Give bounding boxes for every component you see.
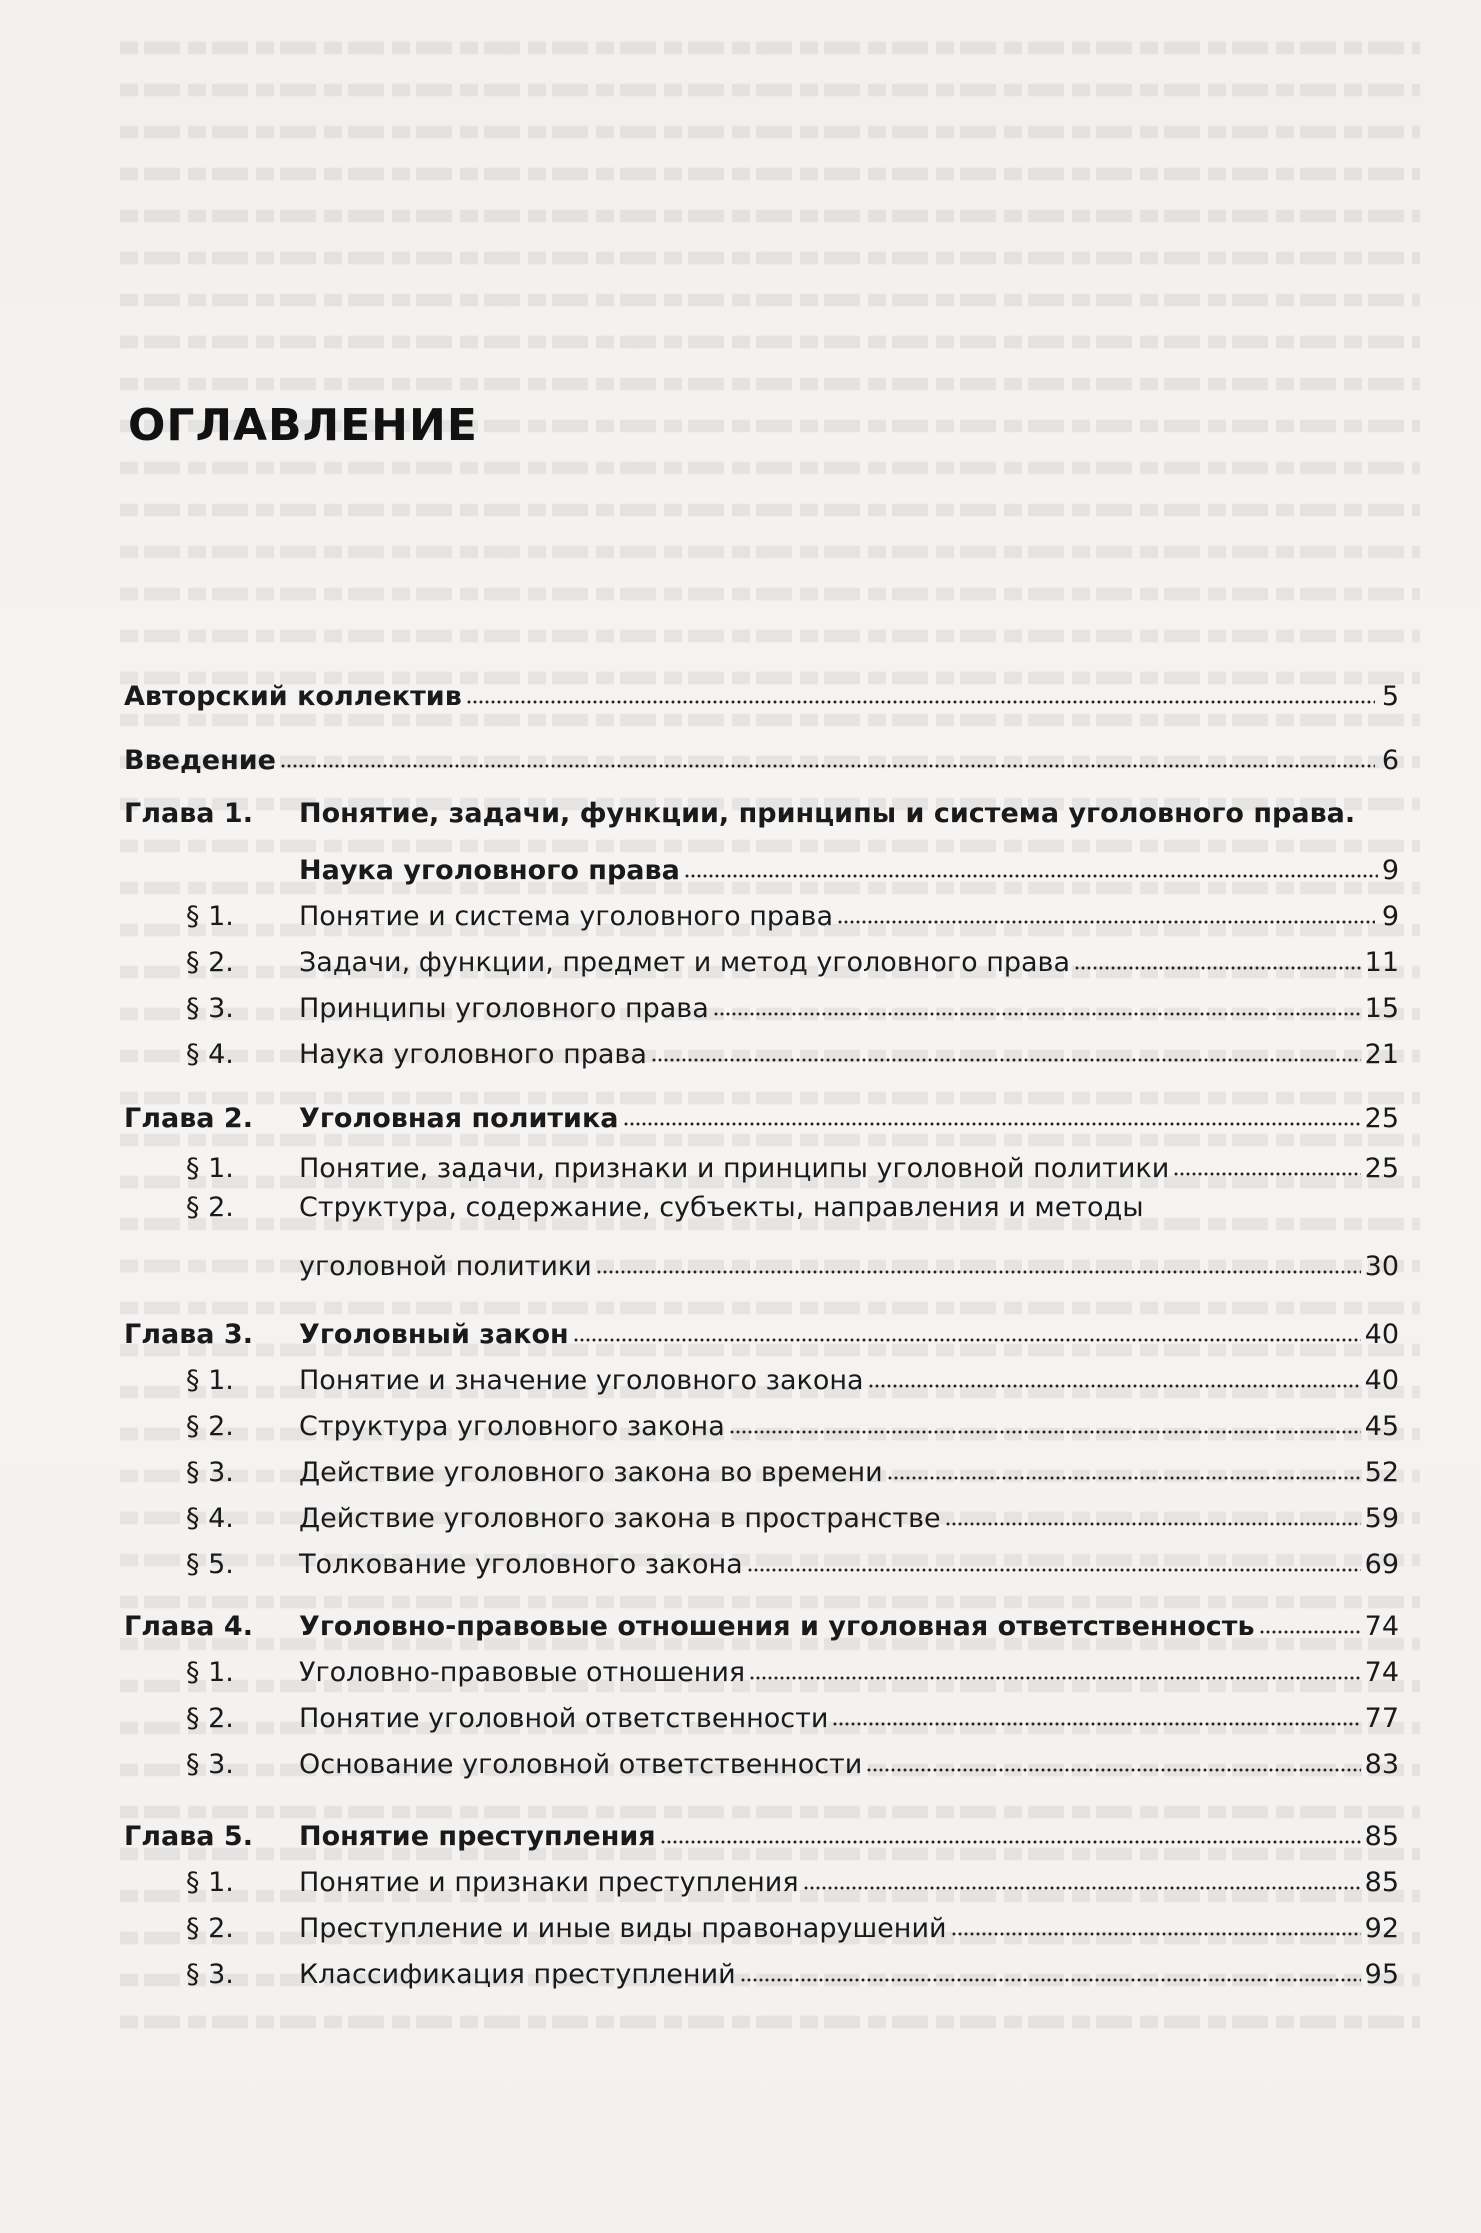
toc-entry-title: Авторский коллектив	[124, 681, 462, 712]
section-title: Структура уголовного закона	[299, 1411, 725, 1442]
section-title: Понятие и значение уголовного закона	[299, 1365, 864, 1396]
chapter-label: Глава 3.	[124, 1319, 253, 1350]
toc-section[interactable]	[124, 978, 1399, 1024]
toc-page-number: 92	[1364, 1913, 1399, 1944]
toc-section[interactable]	[124, 1534, 1399, 1580]
toc-section[interactable]	[124, 1688, 1399, 1734]
dot-leader	[1173, 1172, 1360, 1176]
toc-page-number: 74	[1364, 1611, 1399, 1642]
section-title: Понятие, задачи, признаки и принципы уголовной политики	[299, 1153, 1170, 1184]
section-title: Классификация преступлений	[299, 1959, 736, 1990]
section-title: Наука уголовного права	[299, 1039, 647, 1070]
page-title: ОГЛАВЛЕНИЕ	[128, 400, 478, 451]
toc-entry-introduction[interactable]	[124, 732, 1399, 776]
toc-page-number: 59	[1364, 1503, 1399, 1534]
section-title: Понятие и признаки преступления	[299, 1867, 799, 1898]
section-label: § 1.	[186, 1153, 234, 1184]
dot-leader	[660, 1840, 1361, 1844]
section-label: § 3.	[186, 1959, 234, 1990]
section-label: § 1.	[186, 901, 234, 932]
toc-page-number: 83	[1364, 1749, 1399, 1780]
chapter-title: Понятие преступления	[299, 1821, 656, 1852]
toc-page-number: 40	[1364, 1319, 1399, 1350]
dot-leader	[945, 1522, 1361, 1526]
dot-leader	[1259, 1630, 1361, 1634]
section-label: § 3.	[186, 993, 234, 1024]
toc-chapter-3[interactable]	[124, 1304, 1399, 1350]
section-label: § 4.	[186, 1503, 234, 1534]
toc-page-number: 9	[1381, 901, 1399, 932]
dot-leader	[596, 1270, 1361, 1274]
toc-page-number: 9	[1381, 855, 1399, 886]
section-label: § 2.	[186, 1192, 234, 1223]
section-label: § 5.	[186, 1549, 234, 1580]
toc-entry-title: Введение	[124, 745, 276, 776]
toc-page-number: 69	[1364, 1549, 1399, 1580]
dot-leader	[951, 1932, 1361, 1936]
chapter-title-line2: Наука уголовного права	[299, 855, 680, 886]
section-label: § 1.	[186, 1867, 234, 1898]
toc-section[interactable]	[124, 1134, 1399, 1184]
dot-leader	[684, 874, 1378, 878]
section-label: § 2.	[186, 1703, 234, 1734]
toc-chapter-2[interactable]	[124, 1088, 1399, 1134]
toc-page-number: 11	[1364, 947, 1399, 978]
section-title: Действие уголовного закона в пространстве	[299, 1503, 941, 1534]
chapter-title-line1: Понятие, задачи, функции, принципы и система уголовного права.	[299, 798, 1356, 829]
toc-section[interactable]	[124, 1852, 1399, 1898]
toc-chapter-1[interactable]	[124, 798, 1399, 886]
dot-leader	[466, 700, 1375, 704]
section-label: § 4.	[186, 1039, 234, 1070]
toc-page-number: 21	[1364, 1039, 1399, 1070]
toc-section[interactable]	[124, 886, 1399, 932]
toc-section[interactable]	[124, 932, 1399, 978]
dot-leader	[280, 764, 1375, 768]
toc-page-number: 6	[1381, 745, 1399, 776]
toc-chapter-5[interactable]	[124, 1806, 1399, 1852]
section-label: § 3.	[186, 1749, 234, 1780]
dot-leader	[749, 1676, 1361, 1680]
chapter-label: Глава 1.	[124, 798, 253, 829]
section-title: Задачи, функции, предмет и метод уголовного права	[299, 947, 1070, 978]
toc-section[interactable]	[124, 1350, 1399, 1396]
toc-entry-authors[interactable]	[124, 668, 1399, 712]
section-label: § 1.	[186, 1365, 234, 1396]
chapter-title: Уголовно-правовые отношения и уголовная ответственность	[299, 1611, 1255, 1642]
dot-leader	[623, 1122, 1361, 1126]
chapter-title: Уголовный закон	[299, 1319, 569, 1350]
dot-leader	[837, 920, 1375, 924]
section-label: § 1.	[186, 1657, 234, 1688]
section-title-line1: Структура, содержание, субъекты, направления и методы	[299, 1192, 1144, 1223]
section-label: § 2.	[186, 947, 234, 978]
section-title: Понятие и система уголовного права	[299, 901, 834, 932]
chapter-label: Глава 2.	[124, 1103, 253, 1134]
toc-page-number: 30	[1364, 1251, 1399, 1282]
dot-leader	[651, 1058, 1361, 1062]
dot-leader	[713, 1012, 1361, 1016]
section-label: § 2.	[186, 1913, 234, 1944]
section-title: Принципы уголовного права	[299, 993, 709, 1024]
toc-section[interactable]	[124, 1944, 1399, 1990]
toc-section[interactable]	[124, 1396, 1399, 1442]
table-of-contents	[124, 668, 1399, 1990]
chapter-title: Уголовная политика	[299, 1103, 619, 1134]
section-title: Уголовно-правовые отношения	[299, 1657, 746, 1688]
section-title: Преступление и иные виды правонарушений	[299, 1913, 947, 1944]
dot-leader	[747, 1568, 1361, 1572]
toc-page-number: 25	[1364, 1103, 1399, 1134]
section-label: § 3.	[186, 1457, 234, 1488]
toc-page-number: 74	[1364, 1657, 1399, 1688]
section-title-line2: уголовной политики	[299, 1251, 592, 1282]
toc-page-number: 77	[1364, 1703, 1399, 1734]
toc-page-number: 40	[1364, 1365, 1399, 1396]
dot-leader	[1074, 966, 1361, 970]
toc-section[interactable]	[124, 1488, 1399, 1534]
toc-section[interactable]	[124, 1642, 1399, 1688]
toc-page-number: 45	[1364, 1411, 1399, 1442]
chapter-label: Глава 5.	[124, 1821, 253, 1852]
dot-leader	[803, 1886, 1361, 1890]
toc-page-number: 25	[1364, 1153, 1399, 1184]
toc-section[interactable]	[124, 1898, 1399, 1944]
toc-section[interactable]	[124, 1442, 1399, 1488]
dot-leader	[866, 1768, 1360, 1772]
toc-page-number: 5	[1381, 681, 1399, 712]
dot-leader	[868, 1384, 1361, 1388]
section-title: Понятие уголовной ответственности	[299, 1703, 829, 1734]
toc-page-number: 85	[1364, 1821, 1399, 1852]
dot-leader	[740, 1978, 1361, 1982]
section-title: Действие уголовного закона во времени	[299, 1457, 883, 1488]
dot-leader	[887, 1476, 1361, 1480]
toc-page-number: 15	[1364, 993, 1399, 1024]
toc-page-number: 95	[1364, 1959, 1399, 1990]
toc-section[interactable]	[124, 1734, 1399, 1780]
toc-chapter-4[interactable]	[124, 1596, 1399, 1642]
chapter-label: Глава 4.	[124, 1611, 253, 1642]
section-title: Толкование уголовного закона	[299, 1549, 743, 1580]
dot-leader	[573, 1338, 1361, 1342]
dot-leader	[729, 1430, 1361, 1434]
toc-page-number: 85	[1364, 1867, 1399, 1898]
toc-section[interactable]	[124, 1024, 1399, 1070]
toc-section[interactable]	[124, 1192, 1399, 1282]
dot-leader	[832, 1722, 1360, 1726]
section-title: Основание уголовной ответственности	[299, 1749, 863, 1780]
section-label: § 2.	[186, 1411, 234, 1442]
toc-page-number: 52	[1364, 1457, 1399, 1488]
